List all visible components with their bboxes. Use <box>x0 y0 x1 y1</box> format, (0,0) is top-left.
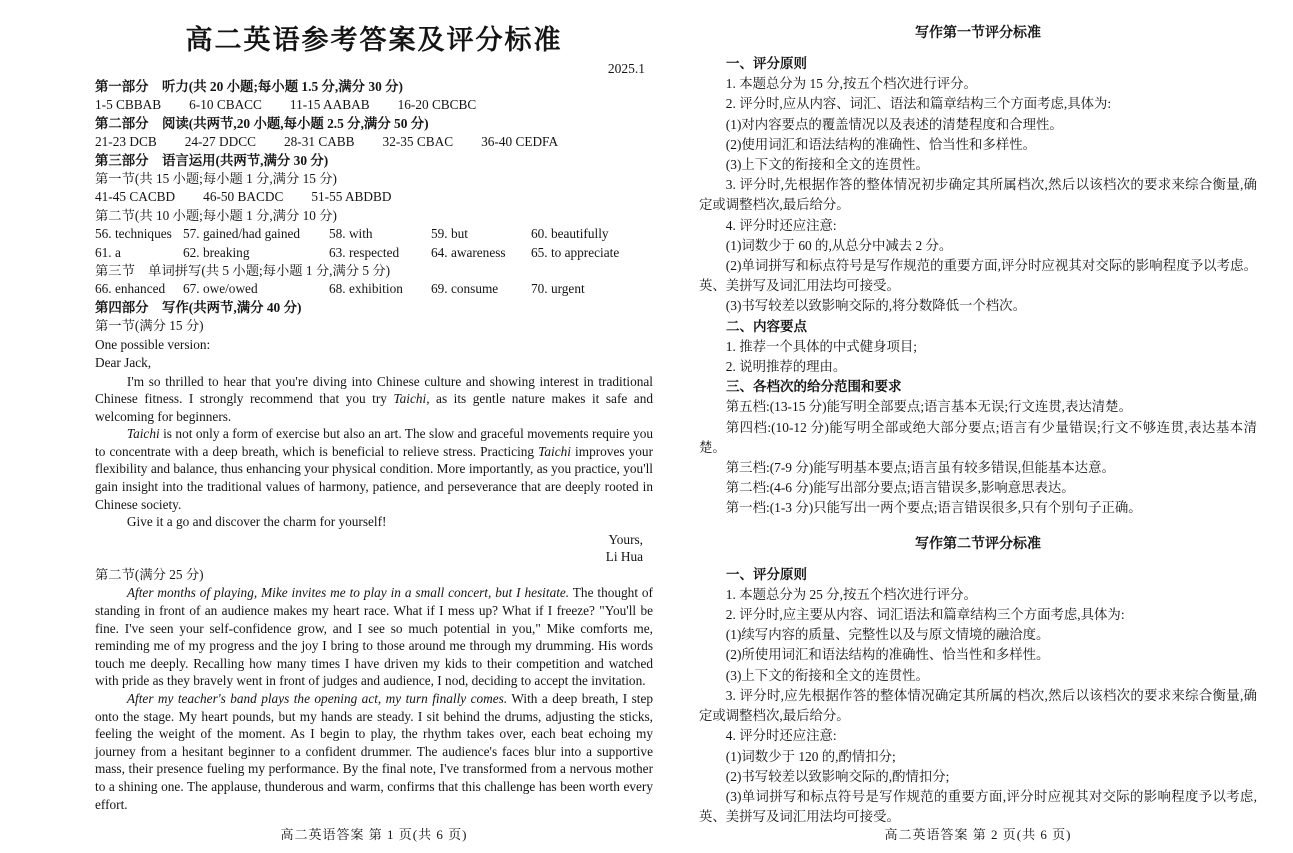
grading-line: 第四档:(10-12 分)能写明全部或绝大部分要点;语言有少量错误;行文不够连贯,表达基本清楚。 <box>699 419 1257 455</box>
page-2 <box>699 24 1257 853</box>
text-run: The thought of standing in front of an audience makes my heart race. What if I mess up? What if I freeze? "You'll be fine. I've seen your self-confidence grow, and I see so much potential in you," Mike comforts me, reminding me of my progress and the joy I bring to those around me through my drumming. His words touch me deeply. Recalling how many times I have driven my kids to their competition and watched with pride as they bravely went in front of judges and audience, I nod, deciding to accept the invitation. <box>95 585 653 689</box>
grading-line: (3)上下文的衔接和全文的连贯性。 <box>725 157 929 173</box>
answer-item: 41-45 CACBD <box>95 189 176 205</box>
page-1-footer: 高二英语答案 第 1 页(共 6 页) <box>280 827 468 842</box>
grading-line: 1. 本题总分为 25 分,按五个档次进行评分。 <box>725 586 977 602</box>
part1-heading: 第一部分 听力(共 20 小题;每小题 1.5 分,满分 30 分) <box>95 79 403 94</box>
text-run: Give it a go and discover the charm for yourself! <box>126 514 387 530</box>
text-run: With a deep breath, I step onto the stage. My heart pounds, but my hands are steady. I sit behind the drums, adjusting the sticks, feeling the weight of the moment. As I begin to play, the rhythm takes over, each beat echoing my journey from a hesitant beginner to a confident drummer. The audience's faces blur into a supportive mass, their presence fueling my performance. By the final note, I've transformed from a nervous mother to a shining one. The applause, thunderous and warm, confirms that this challenge has been worth every effort. <box>95 691 654 812</box>
answer-item: 1-5 CBBAB <box>95 97 162 113</box>
answer-item: 58. with <box>329 226 373 242</box>
grading-line: (3)上下文的衔接和全文的连贯性。 <box>725 667 929 683</box>
grading-line: (3)书写较差以致影响交际的,将分数降低一个档次。 <box>725 298 1026 314</box>
possible-version-label: One possible version: <box>95 336 211 352</box>
grading-line: 第二档:(4-6 分)能写出部分要点;语言错误多,影响意思表达。 <box>725 480 1075 496</box>
scoring-principles-heading: 一、评分原则 <box>726 566 807 582</box>
grading-line: 3. 评分时,先根据作答的整体情况初步确定其所属档次,然后以该档次的要求来综合衡量,确定或调整档次,最后给分。 <box>699 177 1257 213</box>
writing-section2-standard-title: 写作第二节评分标准 <box>915 536 1041 552</box>
answer-item: 68. exhibition <box>329 281 403 297</box>
grading-line: (1)对内容要点的覆盖情况以及表述的清楚程度和合理性。 <box>725 116 1063 132</box>
listening-answer-row <box>95 96 653 114</box>
text-run: I'm so thrilled to hear that you're diving into Chinese culture and showing interest in traditional Chinese fitness. I strongly recommend that you try <box>95 373 653 407</box>
grading-line: 第一档:(1-3 分)只能写出一两个要点;语言错误很多,只有个别句子正确。 <box>725 500 1142 516</box>
continuation-paragraph-1 <box>95 584 653 690</box>
answer-item: 69. consume <box>431 281 499 297</box>
letter-signature: Li Hua <box>605 549 643 565</box>
page-1 <box>95 24 653 853</box>
letter-paragraph-3 <box>95 513 653 531</box>
letter-salutation: Dear Jack, <box>95 355 152 371</box>
part3-section3-heading: 第三节 单词拼写(共 5 小题;每小题 1 分,满分 5 分) <box>95 263 391 279</box>
content-points-heading: 二、内容要点 <box>726 318 807 334</box>
text-run: , as its gentle nature makes it safe and welcoming for beginners. <box>95 391 653 424</box>
answer-item: 46-50 BACDC <box>203 189 284 205</box>
scoring-principles-heading: 一、评分原则 <box>726 56 807 71</box>
answer-item: 62. breaking <box>183 244 250 260</box>
italic-text-run: Taichi <box>126 426 160 442</box>
score-bands-heading: 三、各档次的给分范围和要求 <box>726 379 902 395</box>
letter-paragraph-2 <box>95 425 653 513</box>
grading-line: (1)词数少于 60 的,从总分中减去 2 分。 <box>725 237 953 253</box>
grading-line: 2. 说明推荐的理由。 <box>725 359 847 375</box>
grading-line: (1)词数少于 120 的,酌情扣分; <box>725 748 896 764</box>
grammar-answer-row <box>95 244 653 262</box>
answer-item: 36-40 CEDFA <box>481 134 559 150</box>
grammar-answer-row <box>95 225 653 243</box>
answer-item: 6-10 CBACC <box>189 97 262 113</box>
cloze-answer-row <box>95 188 653 206</box>
page-1-content <box>95 24 653 813</box>
grading-line: 2. 评分时,应主要从内容、词汇语法和篇章结构三个方面考虑,具体为: <box>725 607 1125 623</box>
page-2-footer: 高二英语答案 第 2 页(共 6 页) <box>884 827 1072 842</box>
answer-item: 61. a <box>95 244 121 260</box>
grading-line: (2)单词拼写和标点符号是写作规范的重要方面,评分时应视其对交际的影响程度予以考虑。英、美拼写及词汇用法均可接受。 <box>699 258 1257 294</box>
answer-item: 24-27 DDCC <box>184 134 256 150</box>
answer-item: 51-55 ABDBD <box>311 189 392 205</box>
grading-line: 第五档:(13-15 分)能写明全部要点;语言基本无误;行文连贯,表达清楚。 <box>725 399 1132 415</box>
italic-text-run: After months of playing, Mike invites me to play in a small concert, but I hesitate. <box>126 585 570 601</box>
answer-item: 56. techniques <box>95 226 172 242</box>
grading-line: (1)续写内容的质量、完整性以及与原文情境的融洽度。 <box>725 627 1050 643</box>
continuation-paragraph-2 <box>95 690 653 813</box>
grading-line: 第三档:(7-9 分)能写明基本要点;语言虽有较多错误,但能基本达意。 <box>725 460 1115 476</box>
page-2-content <box>699 24 1257 827</box>
grading-line: 4. 评分时还应注意: <box>725 217 837 233</box>
answer-item: 16-20 CBCBC <box>397 97 477 113</box>
italic-text-run: After my teacher's band plays the opening act, my turn finally comes. <box>126 691 508 706</box>
italic-text-run: Taichi <box>393 391 427 407</box>
exam-date: 2025.1 <box>607 61 645 76</box>
answer-item: 28-31 CABB <box>283 134 355 150</box>
grading-line: 1. 本题总分为 15 分,按五个档次进行评分。 <box>725 76 977 92</box>
answer-item: 11-15 AABAB <box>289 97 370 113</box>
answer-item: 70. urgent <box>531 281 585 297</box>
grading-line: (2)书写较差以致影响交际的,酌情扣分; <box>725 768 950 784</box>
answer-item: 21-23 DCB <box>95 134 157 150</box>
document-title: 高二英语参考答案及评分标准 <box>185 25 563 55</box>
answer-item: 60. beautifully <box>531 226 609 242</box>
grading-line: (3)单词拼写和标点符号是写作规范的重要方面,评分时应视其对交际的影响程度予以考虑,英、美拼写及词汇用法均可接受。 <box>699 788 1257 825</box>
part3-heading: 第三部分 语言运用(共两节,满分 30 分) <box>95 152 329 168</box>
part3-section1-heading: 第一节(共 15 小题;每小题 1 分,满分 15 分) <box>95 171 337 187</box>
reading-answer-row <box>95 133 653 151</box>
answer-item: 57. gained/had gained <box>183 226 301 242</box>
part4-section1-heading: 第一节(满分 15 分) <box>95 318 204 334</box>
part3-section2-heading: 第二节(共 10 小题;每小题 1 分,满分 10 分) <box>95 207 337 223</box>
letter-paragraph-1 <box>95 373 653 426</box>
answer-item: 64. awareness <box>431 244 506 260</box>
text-run: improves your flexibility and balance, thus enhancing your physical condition. More importantly, as you practice, you'll gain insight into the traditional values of harmony, patience, and perseverance that are deeply rooted in Chinese society. <box>95 443 653 512</box>
grading-line: (2)所使用词汇和语法结构的准确性、恰当性和多样性。 <box>725 647 1050 663</box>
grading-line: 3. 评分时,应先根据作答的整体情况确定其所属的档次,然后以该档次的要求来综合衡量,确定或调整档次,最后给分。 <box>699 687 1257 724</box>
answer-item: 32-35 CBAC <box>382 134 454 150</box>
grading-line: 1. 推荐一个具体的中式健身项目; <box>725 338 917 354</box>
answer-item: 66. enhanced <box>95 281 166 297</box>
writing-section1-standard-title: 写作第一节评分标准 <box>915 26 1041 41</box>
grading-line: (2)使用词汇和语法结构的准确性、恰当性和多样性。 <box>725 136 1037 152</box>
text-run: is not only a form of exercise but also an art. The slow and graceful movements require you to concentrate with a deep breath, which is beneficial to relieve stress. Practicing <box>95 426 653 459</box>
grading-line: 4. 评分时还应注意: <box>725 728 837 744</box>
part4-heading: 第四部分 写作(共两节,满分 40 分) <box>95 299 302 315</box>
italic-text-run: Taichi <box>538 443 571 459</box>
spelling-answer-row <box>95 280 653 298</box>
answer-item: 65. to appreciate <box>531 244 620 260</box>
part2-heading: 第二部分 阅读(共两节,20 小题,每小题 2.5 分,满分 50 分) <box>95 115 429 131</box>
grading-line: 2. 评分时,应从内容、词汇、语法和篇章结构三个方面考虑,具体为: <box>725 96 1112 112</box>
part4-section2-heading: 第二节(满分 25 分) <box>95 567 204 583</box>
answer-item: 63. respected <box>329 244 400 260</box>
answer-item: 67. owe/owed <box>183 281 258 297</box>
answer-item: 59. but <box>431 226 468 242</box>
letter-closing: Yours, <box>608 531 643 547</box>
